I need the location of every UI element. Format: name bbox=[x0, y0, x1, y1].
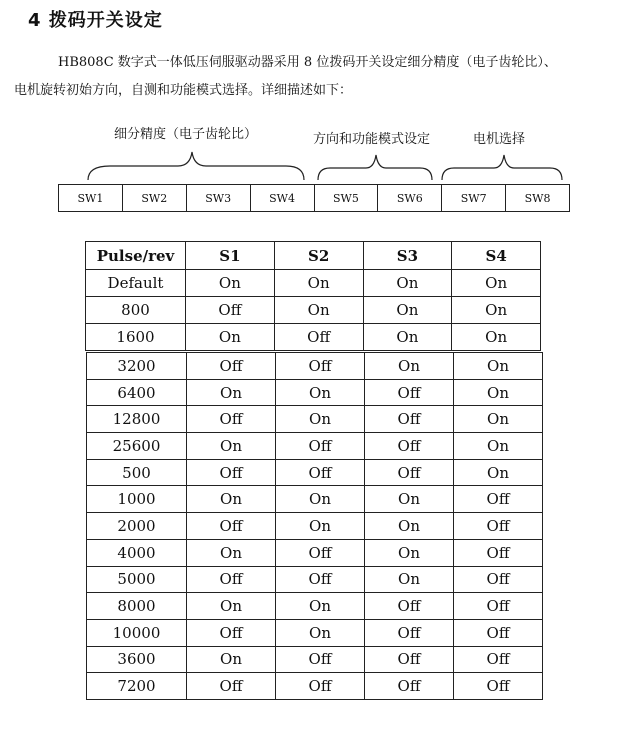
cell-s2: Off bbox=[276, 353, 365, 380]
cell-s1: On bbox=[187, 379, 276, 406]
cell-pulse-rev: 3200 bbox=[87, 353, 187, 380]
cell-s1: Off bbox=[187, 619, 276, 646]
section-number: 4 bbox=[28, 10, 42, 31]
cell-s1: Off bbox=[187, 513, 276, 540]
group-label-subdivision: 细分精度（电子齿轮比） bbox=[114, 127, 258, 142]
table-row bbox=[87, 459, 543, 486]
cell-s3: Off bbox=[365, 406, 454, 433]
cell-s4: Off bbox=[454, 646, 543, 673]
table-row bbox=[86, 324, 541, 351]
cell-s4: On bbox=[454, 353, 543, 380]
cell-s3: Off bbox=[365, 433, 454, 460]
cell-s3: Off bbox=[365, 619, 454, 646]
group-braces bbox=[0, 0, 625, 200]
cell-s4: On bbox=[452, 324, 541, 351]
cell-pulse-rev: 4000 bbox=[87, 539, 187, 566]
pulse-table-top bbox=[85, 241, 541, 351]
table-row bbox=[86, 270, 541, 297]
cell-s1: Off bbox=[187, 459, 276, 486]
cell-s4: Off bbox=[454, 593, 543, 620]
cell-pulse-rev: 25600 bbox=[87, 433, 187, 460]
cell-pulse-rev: 800 bbox=[86, 297, 186, 324]
header-s4: S4 bbox=[452, 242, 541, 270]
cell-pulse-rev: 1600 bbox=[86, 324, 186, 351]
dip-switch-sw3: SW3 bbox=[187, 185, 251, 211]
dip-switch-row bbox=[58, 184, 570, 212]
cell-s2: On bbox=[276, 619, 365, 646]
cell-s2: Off bbox=[276, 539, 365, 566]
dip-switch-sw1: SW1 bbox=[59, 185, 123, 211]
cell-pulse-rev: 8000 bbox=[87, 593, 187, 620]
header-s1: S1 bbox=[186, 242, 275, 270]
cell-pulse-rev: 12800 bbox=[87, 406, 187, 433]
cell-s3: Off bbox=[365, 673, 454, 700]
dip-switch-sw4: SW4 bbox=[251, 185, 315, 211]
cell-s1: Off bbox=[187, 673, 276, 700]
cell-s3: On bbox=[363, 270, 452, 297]
cell-s3: On bbox=[365, 539, 454, 566]
cell-s4: Off bbox=[454, 619, 543, 646]
cell-s1: Off bbox=[187, 353, 276, 380]
cell-s1: On bbox=[187, 486, 276, 513]
header-s2: S2 bbox=[274, 242, 363, 270]
cell-s1: Off bbox=[186, 297, 275, 324]
cell-s4: On bbox=[454, 433, 543, 460]
cell-s3: Off bbox=[365, 593, 454, 620]
dip-switch-sw8: SW8 bbox=[524, 191, 551, 205]
cell-pulse-rev: 3600 bbox=[87, 646, 187, 673]
header-pulse-rev: Pulse/rev bbox=[86, 242, 186, 270]
dip-switch-sw6: SW6 bbox=[378, 185, 442, 211]
cell-s1: Off bbox=[187, 406, 276, 433]
cell-s3: On bbox=[365, 566, 454, 593]
cell-s1: On bbox=[187, 646, 276, 673]
cell-s2: On bbox=[276, 406, 365, 433]
cell-s1: On bbox=[186, 270, 275, 297]
intro-line-1: HB808C 数字式一体低压伺服驱动器采用 8 位拨码开关设定细分精度（电子齿轮比）、 bbox=[58, 55, 557, 70]
table-row bbox=[86, 297, 541, 324]
cell-s1: On bbox=[186, 324, 275, 351]
brace-subdivision bbox=[88, 152, 304, 180]
cell-s1: On bbox=[187, 433, 276, 460]
section-title: 拨码开关设定 bbox=[48, 10, 163, 31]
cell-pulse-rev: Default bbox=[86, 270, 186, 297]
cell-pulse-rev: 5000 bbox=[87, 566, 187, 593]
table-row bbox=[87, 513, 543, 540]
group-label-direction-mode: 方向和功能模式设定 bbox=[313, 132, 431, 147]
intro-line-2: 电机旋转初始方向，自测和功能模式选择。详细描述如下： bbox=[14, 83, 353, 98]
cell-s2: Off bbox=[276, 433, 365, 460]
cell-s4: Off bbox=[454, 539, 543, 566]
cell-s2: Off bbox=[276, 459, 365, 486]
cell-s3: On bbox=[365, 353, 454, 380]
cell-pulse-rev: 500 bbox=[87, 459, 187, 486]
cell-s2: On bbox=[274, 270, 363, 297]
table-row bbox=[87, 539, 543, 566]
brace-motor-select bbox=[442, 155, 562, 180]
cell-s3: On bbox=[365, 486, 454, 513]
cell-s2: Off bbox=[276, 646, 365, 673]
header-s3: S3 bbox=[363, 242, 452, 270]
table-row bbox=[87, 673, 543, 700]
cell-s4: Off bbox=[454, 513, 543, 540]
table-row bbox=[87, 593, 543, 620]
cell-s3: Off bbox=[365, 379, 454, 406]
cell-pulse-rev: 10000 bbox=[87, 619, 187, 646]
cell-s3: On bbox=[363, 297, 452, 324]
cell-s2: Off bbox=[274, 324, 363, 351]
table-header-row bbox=[86, 242, 541, 270]
table-row bbox=[87, 379, 543, 406]
cell-s4: On bbox=[454, 459, 543, 486]
table-row bbox=[87, 433, 543, 460]
cell-s2: Off bbox=[276, 566, 365, 593]
cell-s1: On bbox=[187, 539, 276, 566]
cell-pulse-rev: 2000 bbox=[87, 513, 187, 540]
table-row bbox=[87, 646, 543, 673]
cell-s4: On bbox=[452, 270, 541, 297]
table-row bbox=[87, 486, 543, 513]
cell-s3: On bbox=[365, 513, 454, 540]
cell-s3: Off bbox=[365, 459, 454, 486]
table-row bbox=[87, 406, 543, 433]
dip-switch-sw5: SW5 bbox=[315, 185, 379, 211]
group-label-motor-select: 电机选择 bbox=[473, 132, 526, 147]
cell-s4: On bbox=[454, 379, 543, 406]
cell-s4: Off bbox=[454, 673, 543, 700]
pulse-table-bottom bbox=[86, 352, 543, 700]
cell-s2: On bbox=[276, 486, 365, 513]
cell-s2: On bbox=[276, 379, 365, 406]
cell-s4: On bbox=[454, 406, 543, 433]
cell-s2: Off bbox=[276, 673, 365, 700]
cell-s1: Off bbox=[187, 566, 276, 593]
cell-pulse-rev: 1000 bbox=[87, 486, 187, 513]
cell-s1: On bbox=[187, 593, 276, 620]
cell-pulse-rev: 6400 bbox=[87, 379, 187, 406]
cell-pulse-rev: 7200 bbox=[87, 673, 187, 700]
table-row bbox=[87, 566, 543, 593]
cell-s4: Off bbox=[454, 566, 543, 593]
cell-s4: Off bbox=[454, 486, 543, 513]
dip-switch-sw7: SW7 bbox=[442, 185, 506, 211]
cell-s2: On bbox=[274, 297, 363, 324]
table-row bbox=[87, 353, 543, 380]
cell-s3: Off bbox=[365, 646, 454, 673]
cell-s4: On bbox=[452, 297, 541, 324]
cell-s3: On bbox=[363, 324, 452, 351]
table-row bbox=[87, 619, 543, 646]
cell-s2: On bbox=[276, 513, 365, 540]
dip-switch-sw2: SW2 bbox=[123, 185, 187, 211]
cell-s2: On bbox=[276, 593, 365, 620]
brace-direction-mode bbox=[318, 155, 432, 180]
